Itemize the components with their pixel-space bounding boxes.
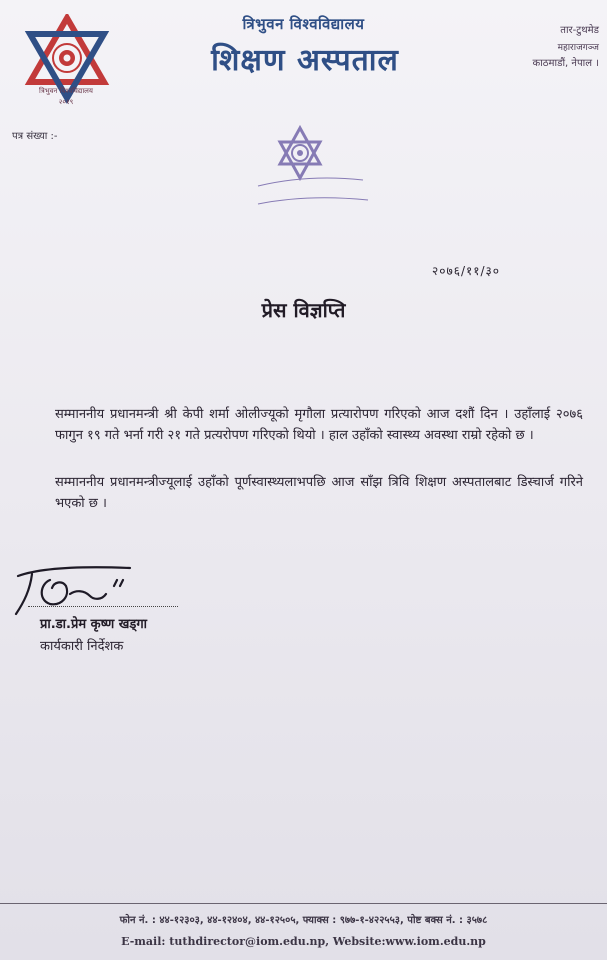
press-release-title: प्रेस विज्ञप्ति bbox=[261, 298, 346, 322]
logo-caption: त्रिभुवन विश्वविद्यालय bbox=[39, 87, 93, 95]
institution-stamp bbox=[248, 124, 373, 219]
footer-divider bbox=[0, 903, 607, 904]
letter-number-label: पत्र संख्या :- bbox=[12, 131, 58, 142]
body-paragraph-2: सम्माननीय प्रधानमन्त्रीज्यूलाई उहाँको पूर्णस्वास्थ्यलाभपछि आज साँझ त्रिवि शिक्षण अस्पतालबाट डिस्चार्ज गरिने भएको छ । bbox=[55, 475, 583, 511]
university-name: त्रिभुवन विश्वविद्यालय bbox=[242, 15, 365, 33]
address-line-2: महाराजगञ्ज bbox=[557, 43, 599, 53]
footer-contact: फोन नं. : ४४-१२३०३, ४४-१२४०४, ४४-१२५०५, फ्याक्स : ९७७-१-४२२५५३, पोष्ट बक्स नं. : ३५७८ bbox=[119, 915, 488, 926]
signer-name: प्रा.डा.प्रेम कृष्ण खड्गा bbox=[40, 617, 148, 632]
hospital-name: शिक्षण अस्पताल bbox=[211, 43, 399, 78]
signature-line bbox=[28, 606, 178, 607]
handwritten-signature bbox=[10, 560, 170, 620]
body-paragraph-1: सम्माननीय प्रधानमन्त्री श्री केपी शर्मा ओलीज्यूको मृगौला प्रत्यारोपण गरिएको आज दशौं दिन । उहाँलाई २०७६ फागुन १९ गते भर्ना गरी २१ गते प्रत्यरोपण गरिएको थियो । हाल उहाँको स्वास्थ्य अवस्था राम्रो रहेको छ । bbox=[55, 407, 583, 443]
footer-email-website: E-mail: tuthdirector@iom.edu.np, Website:www.iom.edu.np bbox=[121, 935, 486, 948]
logo-year: २०१९ bbox=[58, 98, 74, 106]
address-line-3: काठमाडौं, नेपाल । bbox=[532, 58, 599, 69]
letter-date: २०७६/११/३० bbox=[432, 264, 501, 278]
signer-title: कार्यकारी निर्देशक bbox=[40, 639, 124, 654]
address-line-1: तार-टुथमेड bbox=[560, 25, 599, 36]
